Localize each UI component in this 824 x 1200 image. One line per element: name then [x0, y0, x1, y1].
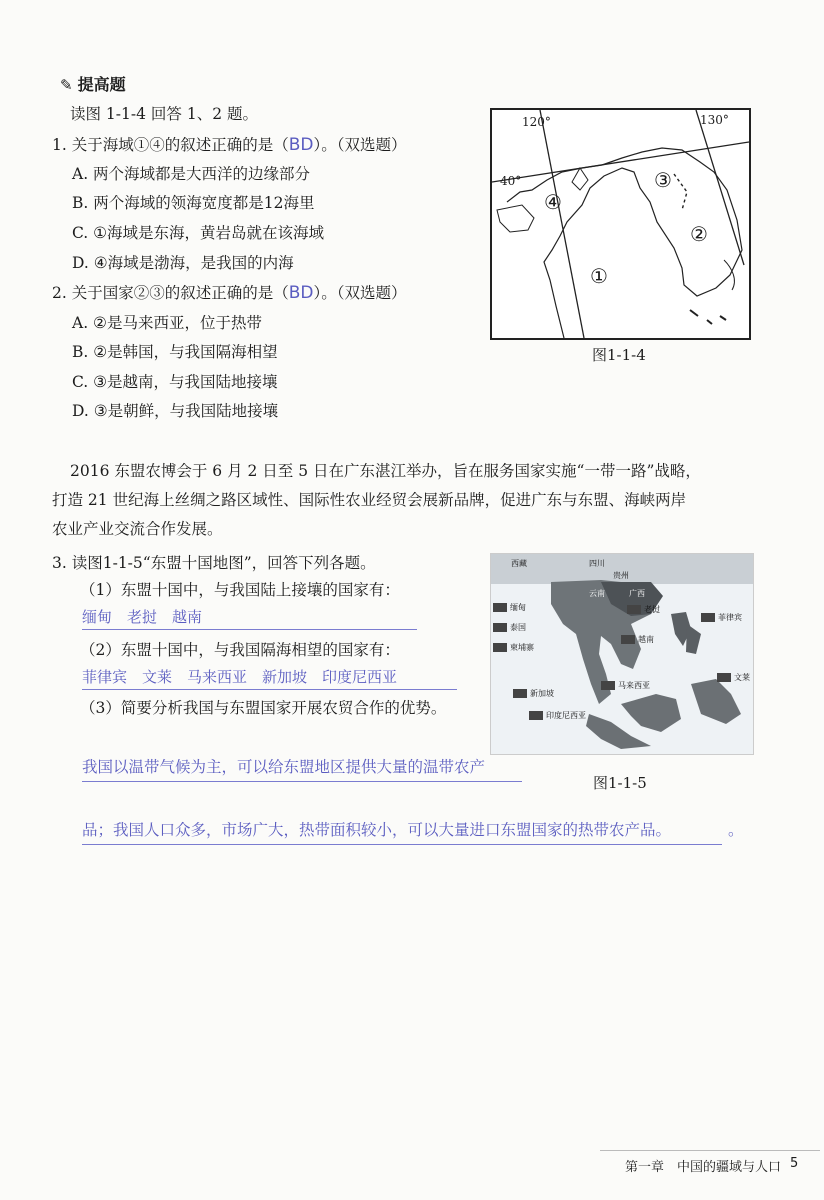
q2-option-d: D. ③是朝鲜，与我国陆地接壤 [72, 402, 279, 420]
vietnam-flag-icon [621, 635, 635, 644]
q2-option-a: A. ②是马来西亚，位于热带 [72, 314, 262, 332]
footer-page-number: 5 [790, 1156, 799, 1171]
philippines-flag-icon [701, 613, 715, 622]
q2-suffix: ）。（双选题） [313, 284, 407, 302]
passage-line-3: 农业产业交流合作发展。 [52, 520, 223, 538]
q1-option-b: B. 两个海域的领海宽度都是12海里 [72, 194, 315, 212]
q3-answer-2: 菲律宾 文莱 马来西亚 新加坡 印度尼西亚 [82, 666, 457, 690]
map-label-guangxi: 广西 [629, 589, 645, 598]
q3-answer-3-end: 。 [728, 821, 744, 839]
q1-stem: 1. 关于海域①④的叙述正确的是（ [52, 136, 289, 154]
map-label-country-2: ② [690, 222, 708, 246]
map-figure-1-1-5 [490, 553, 754, 755]
q2-option-b: B. ②是韩国，与我国隔海相望 [72, 343, 278, 361]
map-label-sea-4: ④ [544, 190, 562, 214]
malaysia-flag-icon [601, 681, 615, 690]
section-header [60, 72, 126, 95]
q3-answer-3-line-2: 品；我国人口众多，市场广大，热带面积较小，可以大量进口东盟国家的热带农产品。 [82, 818, 722, 845]
map-label-lat40: 40° [500, 174, 522, 188]
q3-answer-3-line-1: 我国以温带气候为主，可以给东盟地区提供大量的温带农产 [82, 755, 522, 782]
map-svg [492, 110, 749, 338]
map-label-vietnam: 越南 [621, 634, 654, 645]
passage-line-2: 打造 21 世纪海上丝绸之路区域性、国际性农业经贸会展新品牌，促进广东与东盟、海峡两岸 [52, 491, 687, 509]
map-label-lon120: 120° [522, 115, 551, 129]
q3-sub3: （3）简要分析我国与东盟国家开展农贸合作的优势。 [80, 699, 447, 717]
map-label-indonesia: 印度尼西亚 [529, 710, 586, 721]
q3-sub1: （1）东盟十国中，与我国陆上接壤的国家有： [80, 581, 400, 599]
passage-line-1: 2016 东盟农博会于 6 月 2 日至 5 日在广东湛江举办，旨在服务国家实施“一带一路”战略， [70, 462, 701, 480]
footer-chapter: 第一章 中国的疆域与人口 [625, 1160, 782, 1175]
q2-answer: BD [288, 283, 314, 303]
q1-option-d: D. ④海域是渤海，是我国的内海 [72, 254, 294, 272]
q1-suffix: ）。（双选题） [313, 136, 407, 154]
thailand-flag-icon [493, 623, 507, 632]
q3-answer-1: 缅甸 老挝 越南 [82, 606, 417, 630]
section-title: 提高题 [77, 75, 126, 94]
map-label-sea-1: ① [590, 264, 608, 288]
map-label-myanmar: 缅甸 [493, 602, 526, 613]
indonesia-flag-icon [529, 711, 543, 720]
footer-divider [600, 1150, 820, 1151]
cambodia-flag-icon [493, 643, 507, 652]
q1-answer: BD [288, 135, 314, 155]
map-label-philippines: 菲律宾 [701, 612, 742, 623]
myanmar-flag-icon [493, 603, 507, 612]
q3-sub2: （2）东盟十国中，与我国隔海相望的国家有： [80, 641, 400, 659]
map-label-lon130: 130° [700, 113, 729, 127]
asean-map-svg [491, 554, 753, 754]
figure-1-1-5-caption: 图1-1-5 [593, 774, 647, 792]
question-2 [52, 283, 407, 303]
singapore-flag-icon [513, 689, 527, 698]
q2-stem: 2. 关于国家②③的叙述正确的是（ [52, 284, 289, 302]
q2-option-c: C. ③是越南，与我国陆地接壤 [72, 373, 278, 391]
question-3-stem: 3. 读图1-1-5“东盟十国地图”，回答下列各题。 [52, 554, 376, 572]
pencil-icon: ✎ [60, 76, 73, 94]
map-label-xizang: 西藏 [511, 559, 527, 568]
map-label-thailand: 泰国 [493, 622, 526, 633]
map-label-singapore: 新加坡 [513, 688, 554, 699]
map-label-guizhou: 贵州 [613, 571, 629, 580]
map-label-malaysia: 马来西亚 [601, 680, 650, 691]
map-label-brunei: 文莱 [717, 672, 750, 683]
q1-option-a: A. 两个海域都是大西洋的边缘部分 [72, 165, 311, 183]
brunei-flag-icon [717, 673, 731, 682]
map-label-yunnan: 云南 [589, 589, 605, 598]
map-label-laos: 老挝 [627, 604, 660, 615]
map-label-cambodia: 柬埔寨 [493, 642, 534, 653]
question-1 [52, 135, 407, 155]
map-label-sichuan: 四川 [589, 559, 605, 568]
figure-1-1-4-caption: 图1-1-4 [592, 346, 646, 364]
laos-flag-icon [627, 605, 641, 614]
map-figure-1-1-4 [490, 108, 751, 340]
map-label-country-3: ③ [654, 168, 672, 192]
intro-text: 读图 1-1-4 回答 1、2 题。 [70, 105, 258, 123]
q1-option-c: C. ①海域是东海，黄岩岛就在该海域 [72, 224, 325, 242]
